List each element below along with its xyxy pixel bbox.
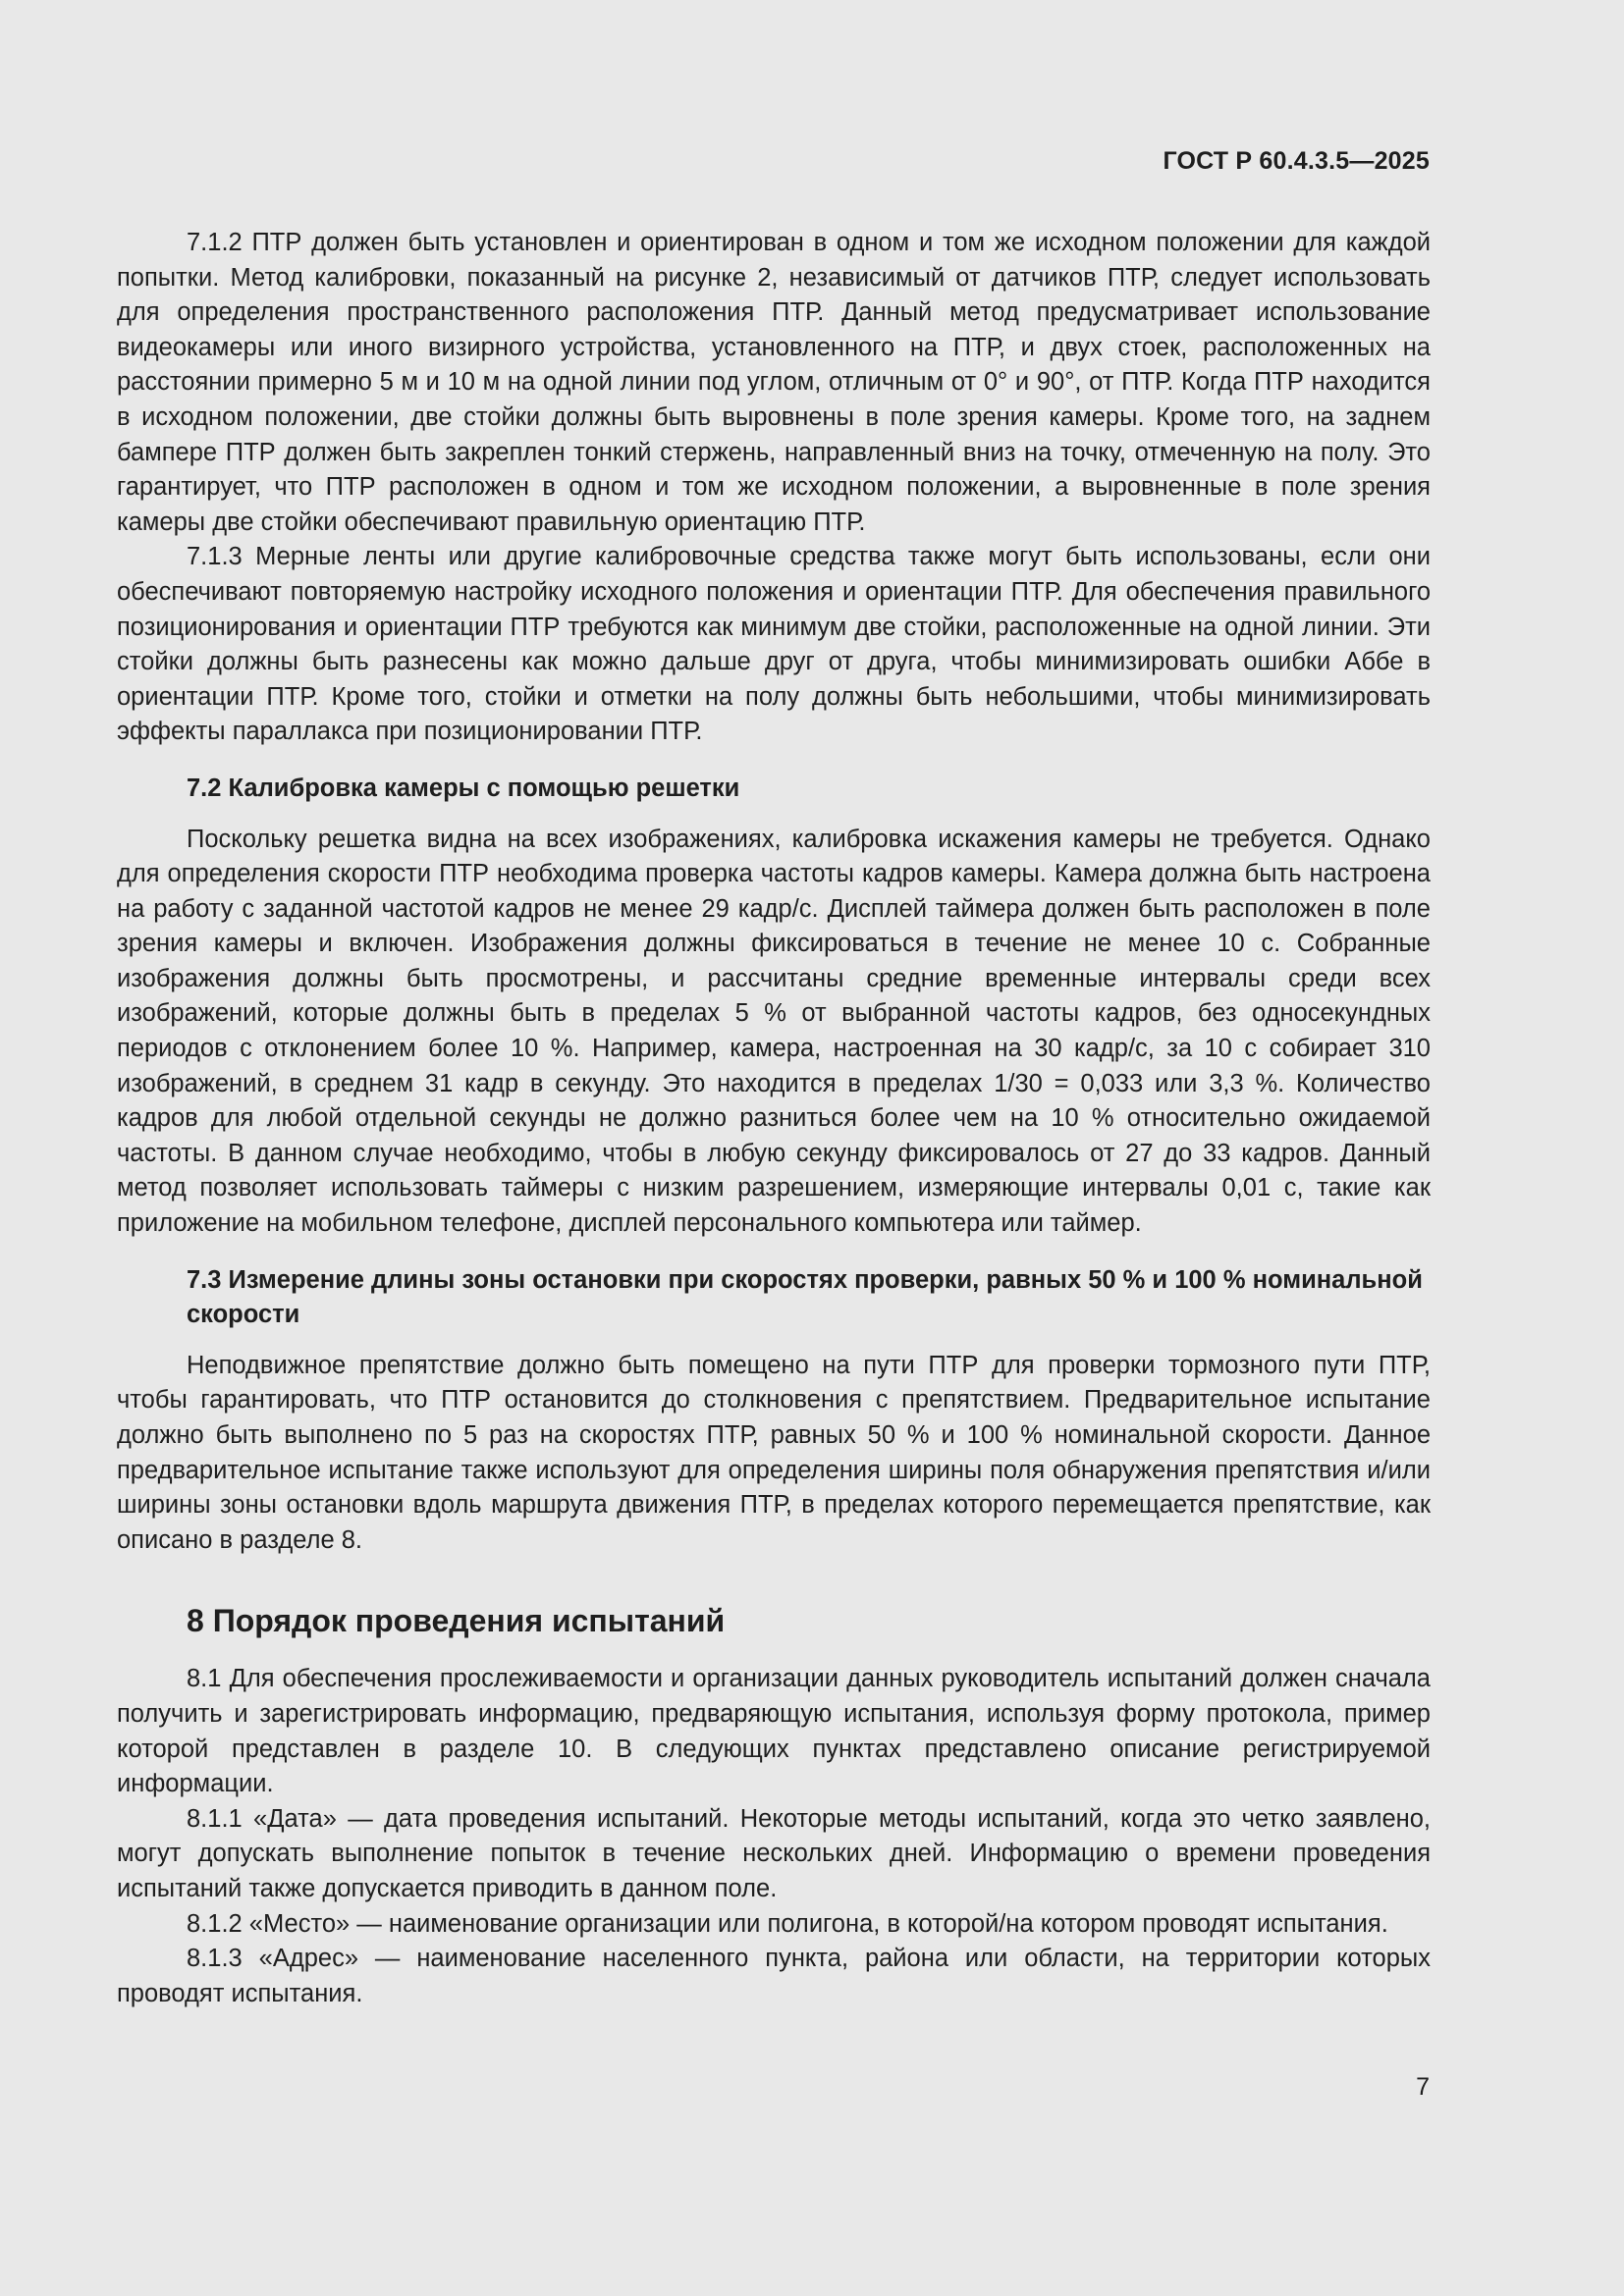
paragraph-8-1-1: 8.1.1 «Дата» — дата проведения испытаний. Некоторые методы испытаний, когда это четко заявлено, могут допускать выполнение попыток в течение нескольких дней. Информацию о времени проведения испытаний также допускается приводить в данном поле.: [117, 1804, 1431, 1902]
page-number: 7: [1416, 2073, 1430, 2101]
paragraph-8-1: 8.1 Для обеспечения прослеживаемости и организации данных руководитель испытаний должен сначала получить и зарегистрировать информацию, предваряющую испытания, используя форму протокола, пример которой представлен в разделе 10. В следующих пунктах представлено описание регистрируемой информации.: [117, 1665, 1431, 1798]
paragraph-7-1-3: 7.1.3 Мерные ленты или другие калибровочные средства также могут быть использованы, если они обеспечивают повторяемую настройку исходного положения и ориентации ПТР. Для обеспечения правильного позиционирования и ориентации ПТР требуются как минимум две стойки, расположенные на одной линии. Эти стойки должны быть разнесены как можно дальше друг от друга, чтобы минимизировать ошибки Аббе в ориентации ПТР. Кроме того, стойки и отметки на полу должны быть небольшими, чтобы минимизировать эффекты параллакса при позиционировании ПТР.: [117, 543, 1431, 746]
paragraph-7-1-2: 7.1.2 ПТР должен быть установлен и ориентирован в одном и том же исходном положении для каждой попытки. Метод калибровки, показанный на рисунке 2, независимый от датчиков ПТР, следует использовать для определения пространственного расположения ПТР. Данный метод предусматривает использование видеокамеры или иного визирного устройства, установленного на ПТР, и двух стоек, расположенных на расстоянии примерно 5 м и 10 м на одной линии под углом, отличным от 0° и 90°, от ПТР. Когда ПТР находится в исходном положении, две стойки должны быть выровнены в поле зрения камеры. Кроме того, на заднем бампере ПТР должен быть закреплен тонкий стержень, направленный вниз на точку, отмеченную на полу. Это гарантирует, что ПТР расположен в одном и том же исходном положении, а выровненные в поле зрения камеры две стойки обеспечивают правильную ориентацию ПТР.: [117, 229, 1431, 536]
paragraph-8-1-3: 8.1.3 «Адрес» — наименование населенного пункта, района или области, на территории которых проводят испытания.: [117, 1945, 1431, 2007]
section-heading-8: 8 Порядок проведения испытаний: [187, 1603, 726, 1639]
heading-7-2: 7.2 Калибровка камеры с помощью решетки: [187, 774, 740, 802]
standard-header: ГОСТ Р 60.4.3.5—2025: [1163, 147, 1430, 175]
page-content: [117, 226, 1431, 2011]
paragraph-7-2: Поскольку решетка видна на всех изображениях, калибровка искажения камеры не требуется. Однако для определения скорости ПТР необходима проверка частоты кадров камеры. Камера должна быть настроена на работу с заданной частотой кадров не менее 29 кадр/с. Дисплей таймера должен быть расположен в поле зрения камеры и включен. Изображения должны фиксироваться в течение не менее 10 с. Собранные изображения должны быть просмотрены, и рассчитаны средние временные интервалы среди всех изображений, которые должны быть в пределах 5 % от выбранной частоты кадров, без односекундных периодов с отклонением более 10 %. Например, камера, настроенная на 30 кадр/с, за 10 с собирает 310 изображений, в среднем 31 кадр в секунду. Это находится в пределах 1/30 = 0,033 или 3,3 %. Количество кадров для любой отдельной секунды не должно разниться более чем на 10 % относительно ожидаемой частоты. В данном случае необходимо, чтобы в любую секунду фиксировалось от 27 до 33 кадров. Данный метод позволяет использовать таймеры с низким разрешением, измеряющие интервалы 0,01 с, такие как приложение на мобильном телефоне, дисплей персонального компьютера или таймер.: [117, 825, 1431, 1238]
paragraph-8-1-2: 8.1.2 «Место» — наименование организации или полигона, в которой/на котором проводят испытания.: [187, 1909, 1388, 1938]
heading-7-3: 7.3 Измерение длины зоны остановки при скоростях проверки, равных 50 % и 100 % номинальной скорости: [187, 1265, 1423, 1329]
paragraph-7-3: Неподвижное препятствие должно быть помещено на пути ПТР для проверки тормозного пути ПТР, чтобы гарантировать, что ПТР остановится до столкновения с препятствием. Предварительное испытание должно быть выполнено по 5 раз на скоростях ПТР, равных 50 % и 100 % номинальной скорости. Данное предварительное испытание также используют для определения ширины поля обнаружения препятствия и/или ширины зоны остановки вдоль маршрута движения ПТР, в пределах которого перемещается препятствие, как описано в разделе 8.: [117, 1351, 1431, 1554]
